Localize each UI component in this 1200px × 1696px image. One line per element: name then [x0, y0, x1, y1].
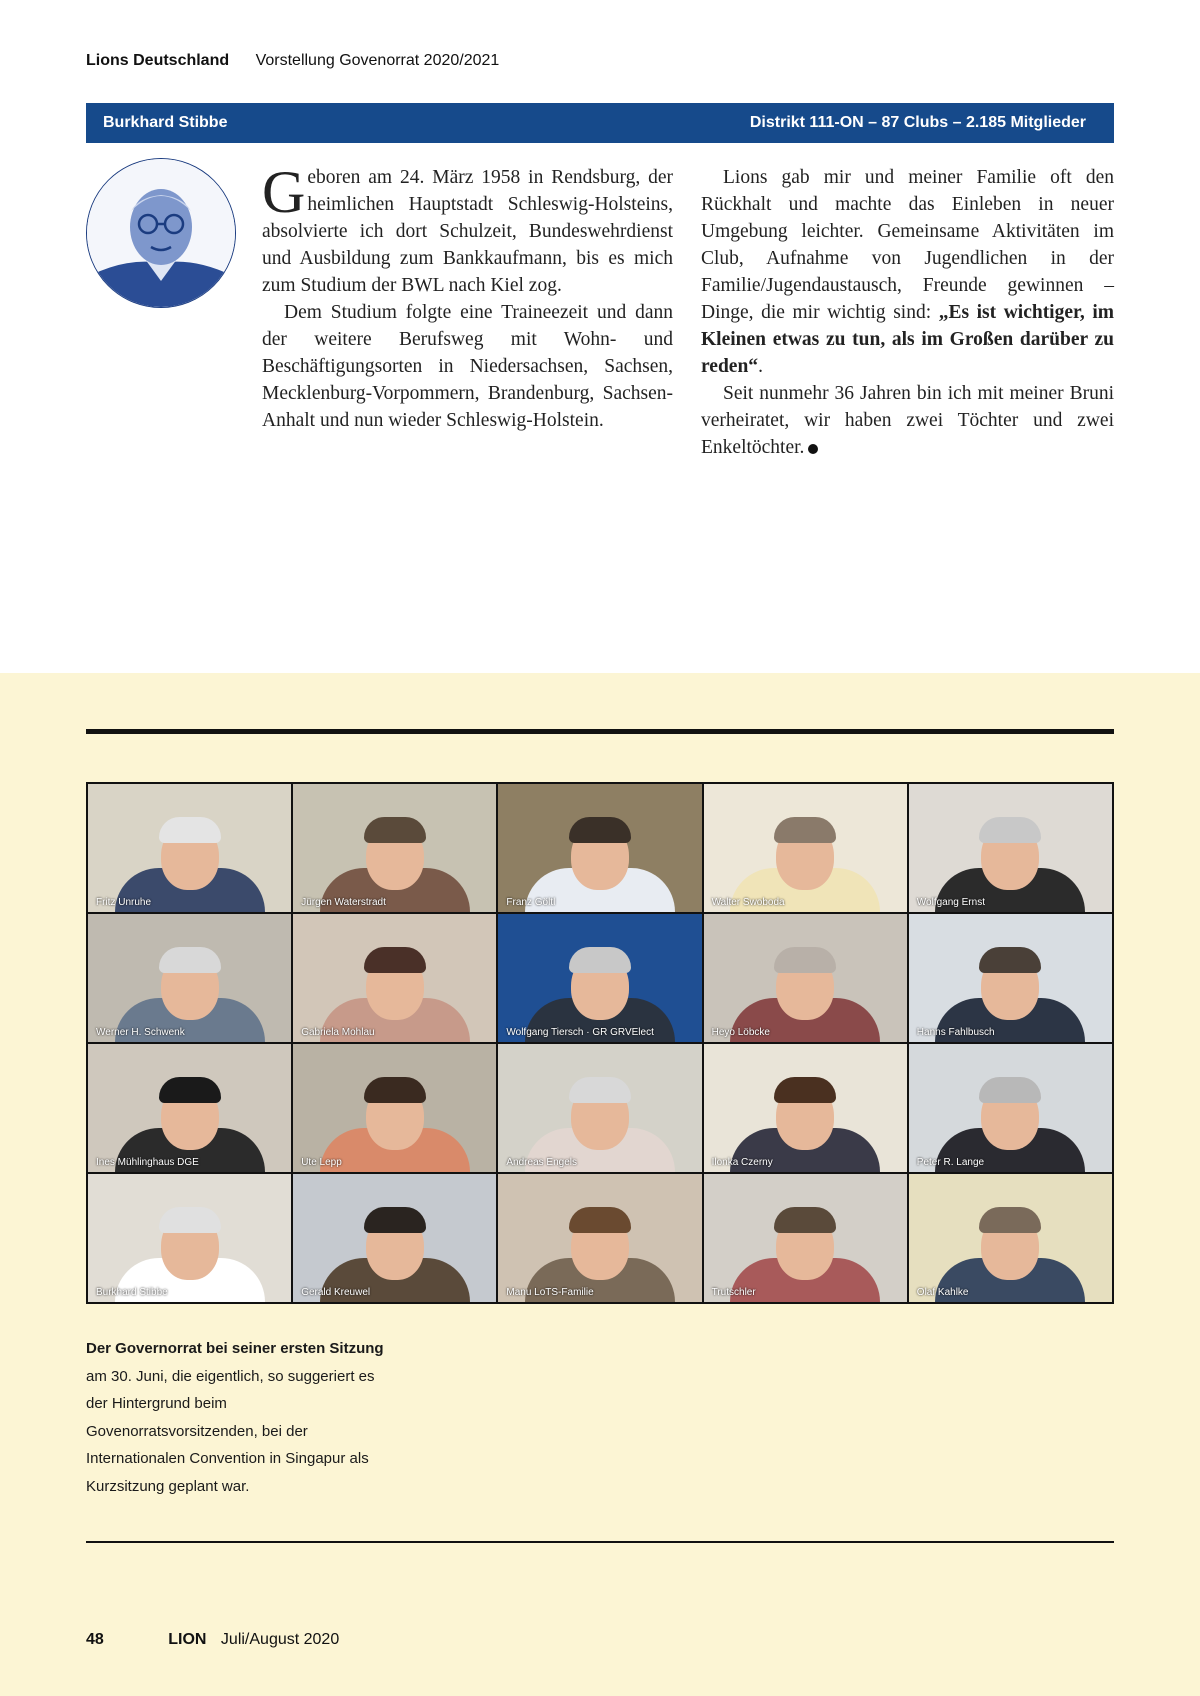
- participant-name-label: Peter R. Lange: [916, 1157, 985, 1168]
- participant-hair: [569, 817, 631, 843]
- participant-tile: [909, 1044, 1112, 1172]
- participant-name-label: Burkhard Stibbe: [96, 1287, 168, 1298]
- participant-tile: [704, 914, 907, 1042]
- participant-hair: [159, 1077, 221, 1103]
- participant-name-label: Heyo Löbcke: [711, 1027, 770, 1038]
- participant-hair: [364, 947, 426, 973]
- participant-name-label: Gerald Kreuwel: [301, 1287, 371, 1298]
- participant-name-label: Hanns Fahlbusch: [916, 1027, 995, 1038]
- article-paragraph: Geboren am 24. März 1958 in Rendsburg, der heimlichen Hauptstadt Schleswig-Holsteins, absolvierte ich dort Schulzeit, Bundeswehrdienst und Ausbildung zum Bankkaufmann, bis es mich zum Studium der BWL nach Kiel zog.: [262, 159, 673, 296]
- participant-tile: [88, 1174, 291, 1302]
- participant-tile: [498, 1174, 701, 1302]
- participant-tile: [293, 1174, 496, 1302]
- caption-bold: Der Governorrat bei seiner ersten Sitzung: [86, 1340, 384, 1357]
- participant-hair: [774, 1207, 836, 1233]
- caption-text: am 30. Juni, die eigentlich, so suggeriert es der Hintergrund beim Govenorratsvorsitzenden, bei der Internationalen Convention in Singapur als Kurzsitzung geplant war.: [86, 1367, 375, 1495]
- participant-tile: [909, 914, 1112, 1042]
- participant-name-label: Andreas Engels: [506, 1157, 577, 1168]
- participant-hair: [569, 1077, 631, 1103]
- pull-quote: „Es ist wichtiger, im Kleinen etwas zu tun, als im Großen darüber zu reden“: [701, 302, 1114, 377]
- participant-tile: [498, 1044, 701, 1172]
- participant-hair: [159, 947, 221, 973]
- running-header: [86, 52, 499, 70]
- participant-tile: [88, 784, 291, 912]
- participant-hair: [364, 1077, 426, 1103]
- participant-name-label: Wolfgang Tiersch · GR GRVElect: [506, 1027, 654, 1038]
- participant-name-label: Walter Swoboda: [711, 897, 785, 908]
- portrait-image: [86, 158, 236, 308]
- magazine-name: LION: [168, 1631, 207, 1648]
- participant-name-label: Trutschler: [711, 1287, 756, 1298]
- participant-tile: [498, 914, 701, 1042]
- participant-name-label: Ines Mühlinghaus DGE: [96, 1157, 199, 1168]
- participant-tile: [88, 1044, 291, 1172]
- article-paragraph: Lions gab mir und meiner Familie oft den Rückhalt und machte das Einleben in neuer Umgebung leichter. Gemeinsame Aktivitäten im Club, Aufnahme von Jugendlichen in der Familie/Jugendaustausch, Freunde gewinnen – Dinge, die mir wichtig sind: „Es ist wichtiger, im Kleinen etwas zu tun, als im Großen darüber zu reden“.: [701, 167, 1114, 377]
- participant-tile: [909, 1174, 1112, 1302]
- video-conference-photo: [86, 782, 1114, 1304]
- person-name: Burkhard Stibbe: [103, 114, 228, 131]
- photo-caption: [86, 1335, 386, 1500]
- participant-tile: [293, 784, 496, 912]
- participant-hair: [774, 817, 836, 843]
- participant-name-label: Ilonka Czerny: [711, 1157, 773, 1168]
- participant-name-label: Ute Lepp: [301, 1157, 342, 1168]
- page-footer: [86, 1631, 339, 1649]
- issue-date: Juli/August 2020: [220, 1631, 340, 1648]
- participant-name-label: Fritz Unruhe: [96, 897, 152, 908]
- participant-name-label: Manu LoTS-Familie: [506, 1287, 594, 1298]
- participant-hair: [159, 817, 221, 843]
- participant-hair: [979, 1077, 1041, 1103]
- participant-name-label: Gabriela Mohlau: [301, 1027, 375, 1038]
- participant-name-label: Jürgen Waterstradt: [301, 897, 386, 908]
- participant-tile: [909, 784, 1112, 912]
- participant-hair: [979, 1207, 1041, 1233]
- participant-hair: [159, 1207, 221, 1233]
- participant-hair: [774, 1077, 836, 1103]
- participant-hair: [569, 947, 631, 973]
- participant-hair: [364, 1207, 426, 1233]
- end-mark-icon: [808, 444, 818, 454]
- participant-hair: [774, 947, 836, 973]
- participant-tile: [498, 784, 701, 912]
- section-divider: [86, 729, 1114, 734]
- article-column-right: [701, 164, 1114, 461]
- footer-divider: [86, 1541, 1114, 1543]
- participant-tile: [704, 784, 907, 912]
- drop-cap: G: [262, 159, 306, 225]
- participant-name-label: Werner H. Schwenk: [96, 1027, 185, 1038]
- participant-hair: [979, 817, 1041, 843]
- participant-name-label: Franz Göltl: [506, 897, 556, 908]
- article-paragraph: Dem Studium folgte eine Traineezeit und dann der weitere Berufsweg mit Wohn- und Beschäftigungsorten in Niedersachsen, Sachsen, Mecklenburg-Vorpommern, Brandenburg, Sachsen-Anhalt und nun wieder Schleswig-Holstein.: [262, 302, 673, 431]
- participant-tile: [704, 1044, 907, 1172]
- participant-tile: [88, 914, 291, 1042]
- participant-tile: [293, 914, 496, 1042]
- participant-name-label: Wolfgang Ernst: [916, 897, 985, 908]
- name-bar: [86, 103, 1114, 143]
- article-paragraph: Seit nunmehr 36 Jahren bin ich mit meiner Bruni verheiratet, wir haben zwei Töchter und zwei Enkeltöchter.: [701, 383, 1114, 458]
- participant-tile: [704, 1174, 907, 1302]
- header-brand: Lions Deutschland: [86, 52, 230, 69]
- participant-tile: [293, 1044, 496, 1172]
- article-column-left: [262, 159, 673, 434]
- district-info: Distrikt 111-ON – 87 Clubs – 2.185 Mitglieder: [749, 114, 1086, 131]
- page-number: 48: [86, 1631, 104, 1648]
- participant-name-label: Olaf Kahlke: [916, 1287, 969, 1298]
- participant-hair: [364, 817, 426, 843]
- header-section: Vorstellung Govenorrat 2020/2021: [255, 52, 500, 69]
- participant-hair: [569, 1207, 631, 1233]
- participant-hair: [979, 947, 1041, 973]
